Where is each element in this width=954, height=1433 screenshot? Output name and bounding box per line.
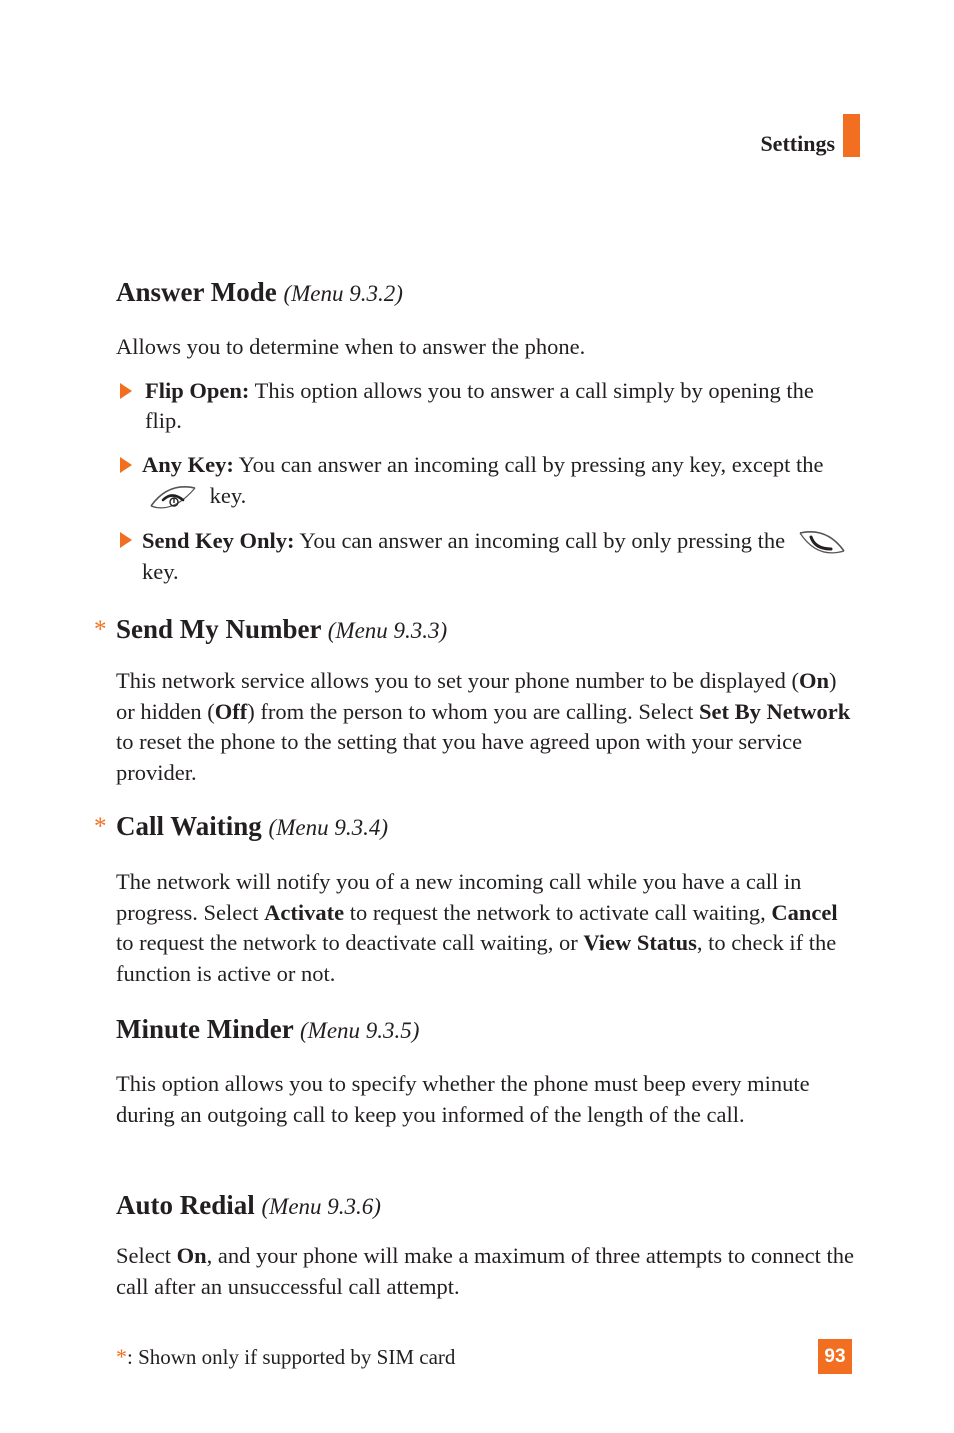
item-text-after: key. (142, 559, 179, 584)
bullet-arrow-icon (120, 383, 132, 399)
sim-star-icon: * (94, 813, 107, 840)
list-item (116, 450, 856, 513)
footnote-star-icon: * (116, 1344, 127, 1369)
section-body (116, 1241, 856, 1302)
heading-title: Minute Minder (116, 1014, 294, 1044)
body-text: This network service allows you to set your phone number to be displayed ( (116, 668, 799, 693)
section-heading (116, 276, 856, 310)
section-heading (94, 613, 856, 647)
section-intro: Allows you to determine when to answer the phone. (116, 334, 586, 359)
body-bold: Off (214, 698, 248, 724)
heading-title: Answer Mode (116, 277, 277, 307)
footnote (116, 1344, 455, 1370)
section-heading (116, 1013, 856, 1047)
heading-menu: (Menu 9.3.6) (261, 1194, 381, 1219)
body-text: ) from the person to whom you are calling. Select (247, 698, 699, 724)
section-heading (116, 1189, 856, 1223)
section-body: This option allows you to specify whether the phone must beep every minute during an outgoing call to keep you informed of the length of the call. (116, 1071, 810, 1127)
body-text: to request the network to activate call waiting, (344, 899, 772, 925)
body-bold: On (798, 668, 829, 693)
call-waiting-section (94, 810, 856, 989)
header-accent-bar (843, 114, 860, 157)
body-text: ) or hidden ( (116, 668, 837, 724)
heading-title: Call Waiting (116, 811, 262, 841)
header-title: Settings (760, 131, 835, 156)
bullet-arrow-icon (120, 457, 132, 473)
body-bold: View Status (583, 930, 697, 955)
body-text: , and your phone will make a maximum of three attempts to connect the call after an unsuccessful call attempt. (116, 1243, 854, 1299)
send-my-number-section (94, 613, 856, 788)
item-text: This option allows you to answer a call simply by opening the flip. (145, 377, 814, 433)
heading-menu: (Menu 9.3.2) (283, 281, 403, 306)
heading-menu: (Menu 9.3.3) (327, 618, 448, 643)
body-text: Select (116, 1243, 177, 1268)
body-text: to request the network to deactivate call waiting, or (116, 930, 584, 955)
footnote-text: : Shown only if supported by SIM card (127, 1345, 456, 1369)
send-key-icon (797, 525, 847, 557)
body-bold: Cancel (771, 899, 838, 925)
auto-redial-section (116, 1189, 856, 1302)
heading-menu: (Menu 9.3.4) (268, 815, 388, 840)
heading-menu: (Menu 9.3.5) (300, 1018, 420, 1043)
body-bold: Set By Network (698, 698, 851, 724)
list-item (116, 376, 856, 437)
list-item (116, 525, 856, 588)
end-key-icon (148, 480, 198, 512)
item-term: Flip Open: (145, 377, 250, 403)
answer-mode-section (116, 276, 856, 588)
item-text: You can answer an incoming call by only pressing the (294, 528, 791, 553)
item-term: Send Key Only: (142, 528, 295, 553)
body-text: , to check if the function is active or not. (116, 930, 837, 986)
body-bold: Activate (264, 899, 345, 925)
sim-star-icon: * (94, 616, 107, 643)
item-text-after: key. (204, 483, 247, 508)
page-number: 93 (818, 1339, 852, 1374)
item-term: Any Key: (142, 451, 234, 477)
bullet-arrow-icon (120, 532, 132, 548)
body-text: to reset the phone to the setting that you have agreed upon with your service provider. (116, 729, 803, 785)
section-heading (94, 810, 856, 844)
section-body (116, 666, 856, 788)
body-bold: On (176, 1243, 207, 1268)
heading-title: Auto Redial (116, 1190, 255, 1220)
minute-minder-section (116, 1013, 856, 1130)
section-body (116, 867, 856, 989)
item-text: You can answer an incoming call by pressing any key, except the (233, 451, 824, 477)
body-text: The network will notify you of a new incoming call while you have a call in progress. Select (116, 869, 802, 925)
heading-title: Send My Number (116, 614, 322, 644)
